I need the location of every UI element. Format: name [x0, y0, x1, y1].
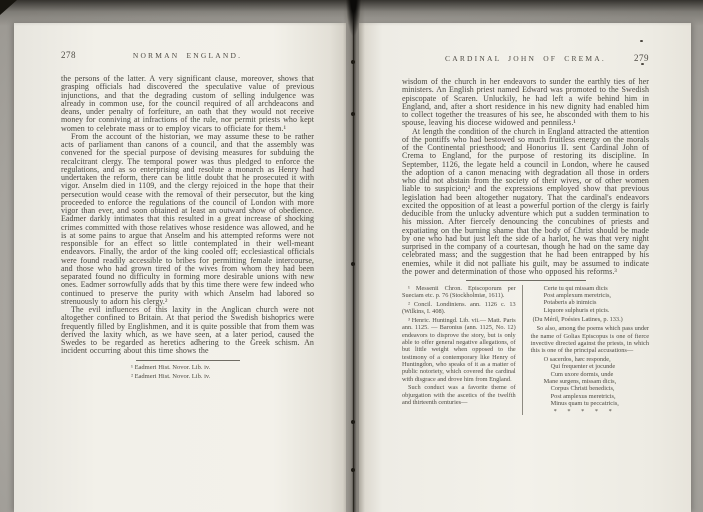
footnote: ³ Henric. Huntingd. Lib. vii.— Matt. Paris ann. 1125. — Baronius (ann. 1125, No. 12) endeavors to disprove the story, but is only able to offer general negative allegations, of but little weight when opposed to the testimony of a contemporary like Henry of Huntingdon, who speaks of it as a matter of public notoriety, which covered the cardinal with disgrace and drove him from England. [402, 316, 516, 383]
verse-line: Mane surgens, missam dicis, [543, 378, 617, 386]
right-page-number: 279 [634, 53, 649, 63]
scan-corner-mark [0, 0, 17, 15]
stitch-dot [351, 262, 355, 266]
verse-line: Potaberis ab inimicis [543, 299, 597, 307]
verse-line: Liquore sulphuris et picis. [543, 306, 610, 314]
footnote-prose: So also, among the poems which pass under the name of Golias Episcopus is one of fierce invective directed against the priests, in which this is one of the principal accusations— [530, 325, 649, 355]
left-page-number: 278 [61, 50, 76, 60]
verse-line: O sacerdos, hæc responde, [543, 356, 611, 364]
latin-verse-2 [544, 356, 649, 415]
verse-line: Post amplexus meretricis, [550, 392, 616, 400]
latin-verse-1 [544, 285, 649, 314]
left-page-header [61, 50, 314, 60]
verse-line: Post amplexum meretricis, [543, 291, 612, 299]
verse-attribution: (Du Méril, Poésies Latines, p. 133.) [532, 316, 623, 324]
book-gutter-line [353, 0, 354, 512]
page-left [14, 23, 346, 512]
verse-line: Cum uxore dormis, unde [550, 370, 614, 378]
footnote-separator-rule [466, 280, 586, 281]
footnote: ¹ Eadmeri Hist. Novor. Lib. iv. [131, 364, 211, 371]
paragraph: the persons of the latter. A very significant clause, moreover, shows that grasping officials had discovered the speculative value of previous injunctions, and that the degrading custom of selling indulgence was already in common use, for the council required of all archdeacons and deans, under penalty of forfeiture, an oath that they would not receive money for conniving at infractions of the rule, nor permit priests who kept women to celebrate mass or to employ vicars to officiate for them.¹ [61, 74, 314, 133]
verse-line: Certe tu qui missam dicis [543, 284, 608, 292]
verse-ellipsis-asterisks: * * * * * [553, 407, 612, 415]
footnote: ¹ Messenii Chron. Episcoporum per Sueciam etc. p. 76 (Stockholmiæ, 1611). [402, 284, 516, 299]
right-running-head: CARDINAL JOHN OF CREMA. [445, 54, 606, 63]
page-right [359, 23, 691, 512]
right-page-header [402, 53, 649, 63]
stitch-dot [351, 420, 355, 424]
gutter-top-ink-blob [346, 0, 361, 36]
right-footnotes [402, 285, 649, 415]
stitch-dot [351, 60, 355, 64]
ink-speck [641, 63, 644, 65]
footnote-column-left [402, 285, 523, 415]
paragraph: wisdom of the church in her endeavors to sunder the earthly ties of her ministers. An English priest named Edward was promoted to the Swedish episcopate of Scaren. Unluckily, he had left a wife behind him in England, and, after a short residence in his new dignity had enabled him to collect together the treasures of his see, he absconded with them to his spouse, leaving his diocese widowed and penniless.¹ [402, 77, 649, 128]
left-footnotes [131, 364, 314, 381]
right-body-text [402, 78, 649, 276]
left-running-head: NORMAN ENGLAND. [132, 51, 243, 60]
paragraph: From the account of the historian, we may assume these to be rather acts of parliament than canons of a council, and that the assembly was convened for the special purpose of devising measures for subduing the recalcitrant clergy. The temporal power was thus pledged to enforce the regulations, and as so enterprising and resolute a monarch as Henry had undertaken the reform, there can be little doubt that he prosecuted it with vigor. Anselm died in 1109, and the clergy rejoiced in the hope that their persecution would cease with the removal of their persecutor, but the king proceeded to enforce the regulations of the council of London with more vigor than ever, and soon obtained at least an outward show of obedience. Eadmer darkly intimates that this resulted in a great increase of shocking crimes committed with those relatives whose residence was allowed, and he is at some pains to argue that Anselm and his attempted reforms were not responsible for an effect so little contemplated in their well-meant endeavors. Finally, the ardor of the king cooled off; ecclesiastical officials were found readily accessible to bribes for permitting female intercourse, and those who had grown tired of the wives from whom they had been separated found no difficulty in forming more desirable unions with new ones. Eadmer sorrowfully adds that by this time there were few indeed who continued to preserve the purity with which Anselm had labored so strenuously to adorn his clergy.² [61, 131, 314, 306]
footnote-column-right [523, 285, 649, 415]
ink-speck [640, 40, 643, 42]
verse-line: Corpus Christi benedicis, [550, 385, 615, 393]
stitch-dot [351, 468, 355, 472]
footnote: ² Concil. Londiniens. ann. 1126 c. 13 (Wilkins, I. 408). [402, 300, 516, 316]
paragraph: At length the condition of the church in England attracted the attention of the pontiffs who had bestowed so much fruitless energy on the morals of the Continental priesthood; and Honorius II. sent Cardinal John of Crema to England, for the purpose of restoring its discipline. In September, 1126, the legate held a council in London, where he caused the adoption of a canon menacing with degradation all those in orders who did not abstain from the society of their wives, or of other women liable to suspicion;² and the expressions employed show that previous legislation had been altogether nugatory. That the cardinal's endeavors excited the opposition of at least a powerful portion of the clergy is fairly deducible from the unlucky adventure which put a sudden termination to his mission. After fiercely denouncing the concubines of priests and expatiating on the burning shame that the body of Christ should be made by one who had but just left the side of a harlot, he was that very night surprised in the company of a courtesan, though he had on the same day celebrated mass; and the suggestion that he had been entrapped by his enemies, while it did not palliate his guilt, may be assumed to indicate the power and determination of those who opposed his reforms.³ [402, 126, 649, 276]
verse-line: Minus quam tu peccatricis, [550, 400, 619, 408]
left-body-text [61, 75, 314, 356]
footnote-continuation: Such conduct was a favorite theme of objurgation with the ascetics of the twelfth and thirteenth centuries— [402, 384, 516, 407]
verse-line: Qui frequenter et jocunde [550, 363, 616, 371]
footnote-separator-rule [136, 360, 240, 361]
stitch-dot [351, 112, 355, 116]
paragraph: The evil influences of this laxity in the Anglican church were not altogether confined to Britain. At that period the Swedish bishoprics were frequently filled by Englishmen, and it is quite possible that from them was derived the laxity which, as we have seen, at a later period, caused the Swedes to be regarded as heretics adhering to the Greek schism. An incident occurring about this time shows the [61, 305, 314, 356]
footnote: ² Eadmeri Hist. Novor. Lib. iv. [131, 372, 211, 380]
